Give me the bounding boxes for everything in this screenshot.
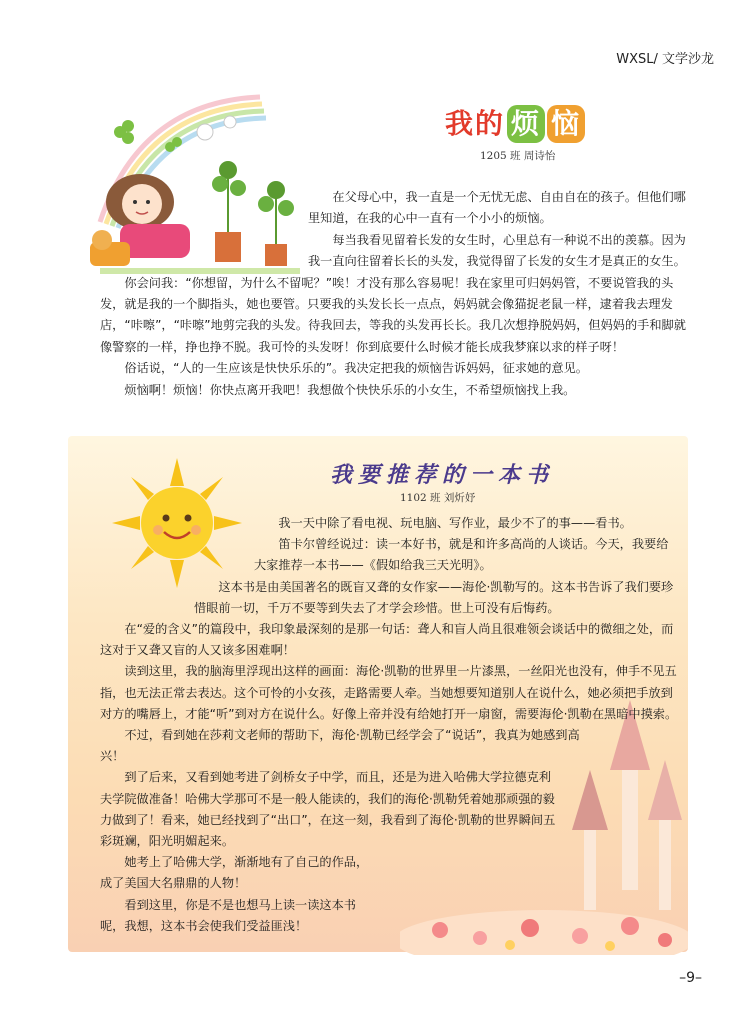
paragraph: 看到这里，你是不是也想马上读一读这本书呢，我想，这本书会使我们受益匪浅！	[100, 897, 356, 933]
article1-body	[100, 187, 692, 401]
paragraph: 这本书是由美国著名的既盲又聋的女作家——海伦·凯勒写的。这本书告诉了我们要珍惜眼前一切，千万不要等到失去了才学会珍惜。世上可没有后悔药。	[194, 579, 674, 615]
article1-title-char-1: 烦	[507, 105, 545, 143]
paragraph: 烦恼啊！烦恼！你快点离开我吧！我想做个快快乐乐的小女生，不希望烦恼找上我。	[124, 382, 576, 397]
article1-title-prefix: 我的	[445, 107, 506, 140]
section-header: WXSL/ 文学沙龙	[616, 52, 714, 67]
paragraph: 每当我看见留着长发的女生时，心里总有一种说不出的羡慕。因为我一直向往留着长长的头发，我觉得留了长发的女生才是真正的女生。	[308, 232, 686, 269]
article2-body	[100, 513, 680, 937]
paragraph: 我一天中除了看电视、玩电脑、写作业，最少不了的事——看书。	[278, 516, 632, 530]
paragraph: 不过，看到她在莎莉文老师的帮助下，海伦·凯勒已经学会了“说话”，我真为她感到高兴！	[100, 728, 580, 764]
paragraph: 你会问我：“你想留，为什么不留呢？”唉！才没有那么容易呢！我在家里可归妈妈管，不要说管我的头发，就是我的一个脚指头，她也要管。只要我的头发长长一点点，妈妈就会像猫捉老鼠一样，逮着我去理发店，“咔嚓”，“咔嚓”地剪完我的头发。待我回去，等我的头发再长长。我几次想挣脱妈妈，但妈妈的手和脚就像警察的一样，挣也挣不脱。我可怜的头发呀！你到底要什么时候才能长成我梦寐以求的样子呀！	[100, 275, 686, 354]
article1-title	[445, 102, 585, 143]
paragraph: 到了后来，又看到她考进了剑桥女子中学，而且，还是为进入哈佛大学拉德克利夫学院做准备！哈佛大学那可不是一般人能读的，我们的海伦·凯勒凭着她那顽强的毅力做到了！看来，她已经找到了“出口”，在这一刻，我看到了海伦·凯勒的世界瞬间五彩斑斓，阳光明媚起来。	[100, 770, 556, 849]
paragraph: 俗话说，“人的一生应该是快快乐乐的”。我决定把我的烦恼告诉妈妈，征求她的意见。	[124, 361, 588, 376]
paragraph: 在父母心中，我一直是一个无忧无虑、自由自在的孩子。但他们哪里知道，在我的心中一直有一个小小的烦恼。	[308, 190, 686, 226]
article2-title: 我要推荐的一本书	[330, 462, 555, 488]
paragraph: 读到这里，我的脑海里浮现出这样的画面：海伦·凯勒的世界里一片漆黑，一丝阳光也没有，伸手不见五指，也无法正常去表达。这个可怜的小女孩，走路需要人牵。当她想要知道别人在说什么，她必须把手放到对方的嘴唇上，才能“听”到对方在说什么。好像上帝并没有给她打开一扇窗，需要海伦·凯勒在黑暗中摸索。	[100, 664, 678, 721]
article1-title-char-2: 恼	[547, 105, 585, 143]
paragraph: 在“爱的含义”的篇段中，我印象最深刻的是那一句话：聋人和盲人尚且很难领会谈话中的微细之处，而这对于又聋又盲的人又该多困难啊！	[100, 622, 674, 658]
article1-byline: 1205 班 周诗怡	[480, 150, 556, 162]
paragraph: 她考上了哈佛大学，渐渐地有了自己的作品，成了美国大名鼎鼎的人物！	[100, 855, 369, 891]
article2-byline: 1102 班 刘炘妤	[400, 492, 476, 504]
page-number: –9–	[679, 970, 702, 986]
paragraph: 笛卡尔曾经说过：读一本好书，就是和许多高尚的人谈话。今天，我要给大家推荐一本书——《假如给我三天光明》。	[254, 537, 669, 573]
